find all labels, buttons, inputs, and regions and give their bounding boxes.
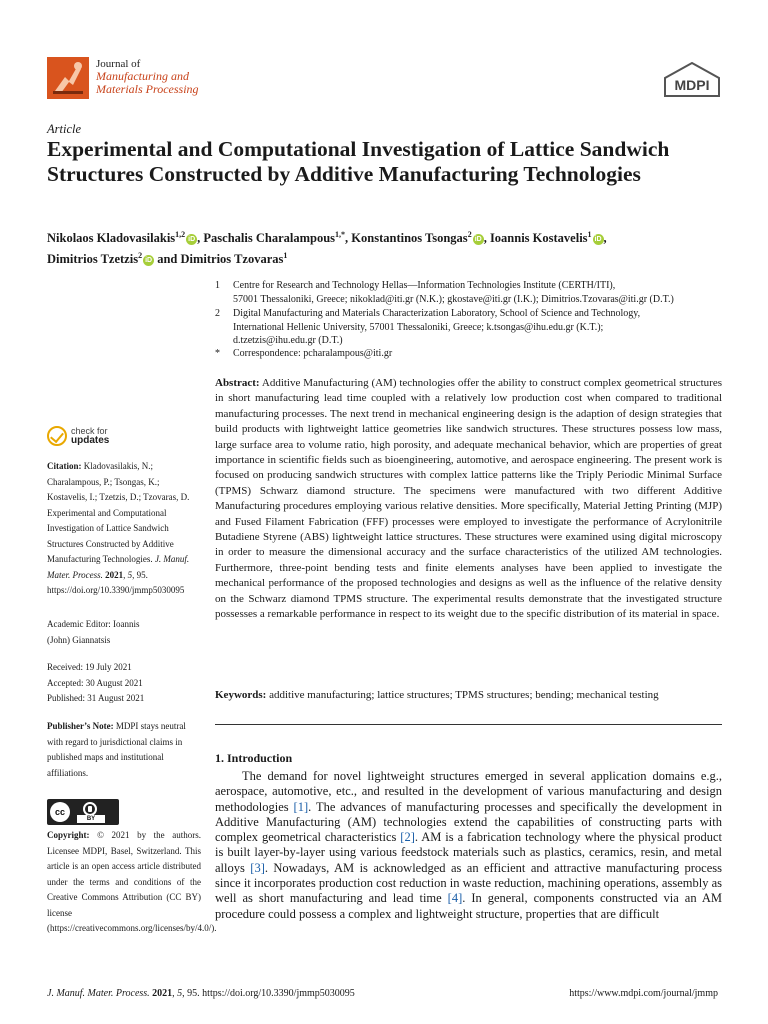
author-name[interactable]: Ioannis Kostavelis bbox=[489, 231, 588, 246]
affiliation-mark: 2 bbox=[215, 308, 220, 319]
footer-doi[interactable]: , 95. https://doi.org/10.3390/jmmp5030095 bbox=[182, 988, 355, 999]
orcid-icon[interactable]: iD bbox=[145, 257, 153, 265]
affiliation-text: 57001 Thessaloniki, Greece; nikoklad@iti.gr (N.K.); gkostave@iti.gr (I.K.); Dimitrios.Tzovaras@iti.gr (D.T.) bbox=[233, 293, 674, 305]
publisher-name: MDPI bbox=[674, 77, 710, 93]
citation-doi[interactable]: , 95. https://doi.org/10.3390/jmmp5030095 bbox=[47, 569, 185, 595]
author-affiliation-sup: 2 bbox=[138, 251, 143, 261]
section-heading: 1. Introduction bbox=[215, 751, 293, 765]
orcid-icon[interactable]: iD bbox=[474, 236, 482, 244]
affiliation-2 bbox=[215, 307, 735, 348]
intro-text: . In general, components constructed via an AM procedure could possess a complex and lightweight structure, properties that are difficult bbox=[215, 891, 722, 921]
author-separator: and bbox=[154, 252, 181, 267]
publisher-note bbox=[47, 719, 201, 781]
correspondence bbox=[215, 347, 735, 361]
keywords-text: additive manufacturing; lattice structures; TPMS structures; bending; mechanical testing bbox=[269, 689, 659, 701]
author-separator: , bbox=[483, 231, 490, 246]
accepted-date: Accepted: 30 August 2021 bbox=[47, 677, 143, 688]
citation-label: Citation: bbox=[47, 461, 82, 471]
footer-journal-url[interactable]: https://www.mdpi.com/journal/jmmp bbox=[569, 988, 718, 999]
author-name[interactable]: Dimitrios Tzetzis bbox=[47, 252, 139, 267]
intro-text: . The advances of manufacturing processes and specifically the development in Additive Manufacturing (AM) technologies extend the capabilities of constructing parts with complex geometrical characteristics bbox=[215, 799, 723, 845]
journal-name-line1: Manufacturing and bbox=[96, 69, 189, 83]
check-icon bbox=[47, 426, 67, 446]
author-affiliation-sup: 1,* bbox=[335, 230, 346, 239]
journal-name bbox=[96, 58, 199, 95]
mdpi-logo-icon bbox=[662, 62, 722, 98]
reference-link[interactable]: [1] bbox=[293, 799, 309, 814]
author-affiliation-sup: 1 bbox=[283, 251, 288, 261]
copyright-text: © 2021 by the authors. Licensee MDPI, Basel, Switzerland. This article is an open access article distributed under the terms and conditions of the Creative Commons Attribution (CC BY) license (https://creativecommons.org/licenses/by/4.0/). bbox=[47, 830, 217, 933]
keywords-label: Keywords: bbox=[215, 689, 267, 701]
intro-text: The demand for novel lightweight structures emerged in several application domains e.g., aerospace, automotive, etc., and resulted in the development of various manufacturing and design methodologies bbox=[215, 769, 722, 814]
reference-link[interactable]: [4] bbox=[447, 891, 463, 906]
author-affiliation-sup: 2 bbox=[467, 230, 472, 239]
journal-of: Journal of bbox=[96, 58, 141, 70]
orcid-icon[interactable]: iD bbox=[594, 236, 602, 244]
abstract bbox=[215, 376, 722, 623]
reference-link[interactable]: [2] bbox=[400, 830, 415, 845]
journal-logo-icon bbox=[47, 57, 89, 99]
updates-label: updates bbox=[71, 435, 110, 446]
cc-by-license-badge[interactable] bbox=[47, 799, 119, 825]
author-separator: , bbox=[345, 231, 352, 246]
cc-icon: cc bbox=[50, 802, 70, 822]
footer-journal: J. Manuf. Mater. Process. bbox=[47, 988, 150, 999]
received-date: Received: 19 July 2021 bbox=[47, 662, 132, 672]
affiliation-text: International Hellenic University, 57001 Thessaloniki, Greece; k.tsongas@ihu.edu.gr (K.T.); bbox=[233, 321, 604, 333]
affiliation-mark: * bbox=[215, 348, 220, 359]
publisher-note-label: Publisher’s Note: bbox=[47, 721, 114, 731]
divider bbox=[215, 724, 722, 725]
reference-link[interactable]: [3] bbox=[250, 860, 265, 875]
author-affiliation-sup: 1,2 bbox=[175, 230, 186, 239]
keywords bbox=[215, 688, 722, 703]
article-type: Article bbox=[47, 122, 82, 136]
authors-line-1 bbox=[47, 226, 737, 247]
copyright-label: Copyright: bbox=[47, 830, 90, 840]
author-name[interactable]: Nikolaos Kladovasilakis bbox=[47, 231, 176, 246]
intro-text: . AM is a fabrication technology where the physical product is built layer-by-layer using various feedstock materials such as plastics, ceramics, resin, and metal alloys bbox=[215, 830, 722, 875]
orcid-icon[interactable]: iD bbox=[188, 236, 196, 244]
citation-block: Citation: Kladovasilakis, N.; Charalampous, P.; Tsongas, K.; Kostavelis, I.; Tzetzis, D.; Tzovaras, D. Experimental and Computational Investigation of Lattice Sandwich Structures Constructed by Additive Manufacturing Technologies. J. Manuf. Mater. Process. 2021, 5, 95. https://doi.org/10.3390/jmmp5030095 bbox=[47, 461, 190, 595]
publisher-note-text: MDPI stays neutral with regard to jurisdictional claims in published maps and institutional affiliations. bbox=[47, 721, 186, 778]
affiliation-text: Digital Manufacturing and Materials Characterization Laboratory, School of Science and Technology, bbox=[233, 308, 641, 319]
published-date: Published: 31 August 2021 bbox=[47, 693, 145, 703]
authors bbox=[47, 226, 737, 268]
citation-text: Kladovasilakis, N.; Charalampous, P.; Tsongas, K.; Kostavelis, I.; Tzetzis, D.; Tzovaras, D. Experimental and Computational Investigation of Lattice Sandwich Structures Constructed by Additive Manufacturing Technologies. bbox=[47, 461, 190, 564]
authors-line-2 bbox=[47, 247, 737, 268]
author-name[interactable]: Dimitrios Tzovaras bbox=[180, 252, 284, 267]
journal-name-line2: Materials Processing bbox=[96, 81, 199, 96]
affiliation-text: Centre for Research and Technology Hellas—Information Technologies Institute (CERTH/ITI), bbox=[233, 280, 616, 291]
affiliation-1 bbox=[215, 279, 735, 306]
abstract-label: Abstract: bbox=[215, 377, 260, 389]
footer-citation: J. Manuf. Mater. Process. 2021, 5, 95. https://doi.org/10.3390/jmmp5030095 bbox=[47, 988, 355, 999]
author-separator: , bbox=[197, 231, 204, 246]
intro-text: . Nowadays, AM is acknowledged as an efficient and attractive manufacturing process since it incorporates production cost reduction in waste reduction, machining operations, assembly as well as short manufacturing and lead time bbox=[215, 860, 722, 906]
footer-year: 2021 bbox=[152, 988, 173, 999]
correspondence-text: Correspondence: pcharalampous@iti.gr bbox=[233, 348, 393, 359]
citation-year: 2021 bbox=[105, 569, 124, 580]
person-icon bbox=[83, 802, 97, 816]
affiliation-text: d.tzetzis@ihu.edu.gr (D.T.) bbox=[233, 335, 343, 346]
author-affiliation-sup: 1 bbox=[587, 230, 592, 239]
dates-block bbox=[47, 660, 201, 707]
footer-volume: 5 bbox=[177, 988, 183, 999]
author-name[interactable]: Konstantinos Tsongas bbox=[351, 231, 468, 246]
introduction-paragraph bbox=[215, 769, 722, 922]
check-for-label: check for bbox=[71, 426, 108, 436]
affiliation-mark: 1 bbox=[215, 280, 220, 291]
author-separator: , bbox=[603, 231, 607, 246]
by-label: BY bbox=[77, 815, 105, 823]
citation-journal: J. Manuf. Mater. Process. bbox=[47, 554, 190, 580]
citation-volume: 5 bbox=[127, 569, 133, 580]
author-name[interactable]: Paschalis Charalampous bbox=[203, 231, 336, 246]
paper-title: Experimental and Computational Investigation of Lattice Sandwich Structures Constructed by Additive Manufacturing Technologies bbox=[47, 137, 670, 186]
academic-editor: Academic Editor: Ioannis (John) Giannatsis bbox=[47, 619, 140, 645]
copyright-block bbox=[47, 828, 217, 937]
abstract-text: Additive Manufacturing (AM) technologies offer the ability to construct complex geometrical structures in short manufacturing lead time coupled with a relatively low production cost when compared to traditional manufacturing processes. The next trend in mechanical engineering design is the adaption of design strategies that build products with lightweight lattice geometries like sandwich structures. These structures possess low mass, large surface area to volume ratio, high porosity, and adequate mechanical behavior, which are properties of great importance in scientific fields such as bioengineering, automotive, and aerospace engineering. The present work is focused on producing sandwich structures with complex lattice patterns like the Triply Periodic Minimal Surface (TPMS) Schwarz diamond structure. The specimens were manufactured with two different Additive Manufacturing procedures employing various relative densities. More specifically, Material Jetting Printing (MJP) and Fused Filament Fabrication (FFF) processes were employed to investigate the performance of Acrylonitrile Butadiene Styrene (ABS) lightweight lattice structures. These structures were examined using digital microscopy in order to measure the dimensional accuracy and the surface characteristics of the utilized AM technologies. Furthermore, three-point bending tests and finite elements analyses have been applied to investigate the mechanical performance of the proposed technologies and designs as well as the influence of the relative density on the Schwarz diamond TPMS structure. The experimental results demonstrate that the investigated structure possesses a remarkable performance in respect to its weight due to the specific distribution of its material in space. bbox=[215, 377, 722, 621]
